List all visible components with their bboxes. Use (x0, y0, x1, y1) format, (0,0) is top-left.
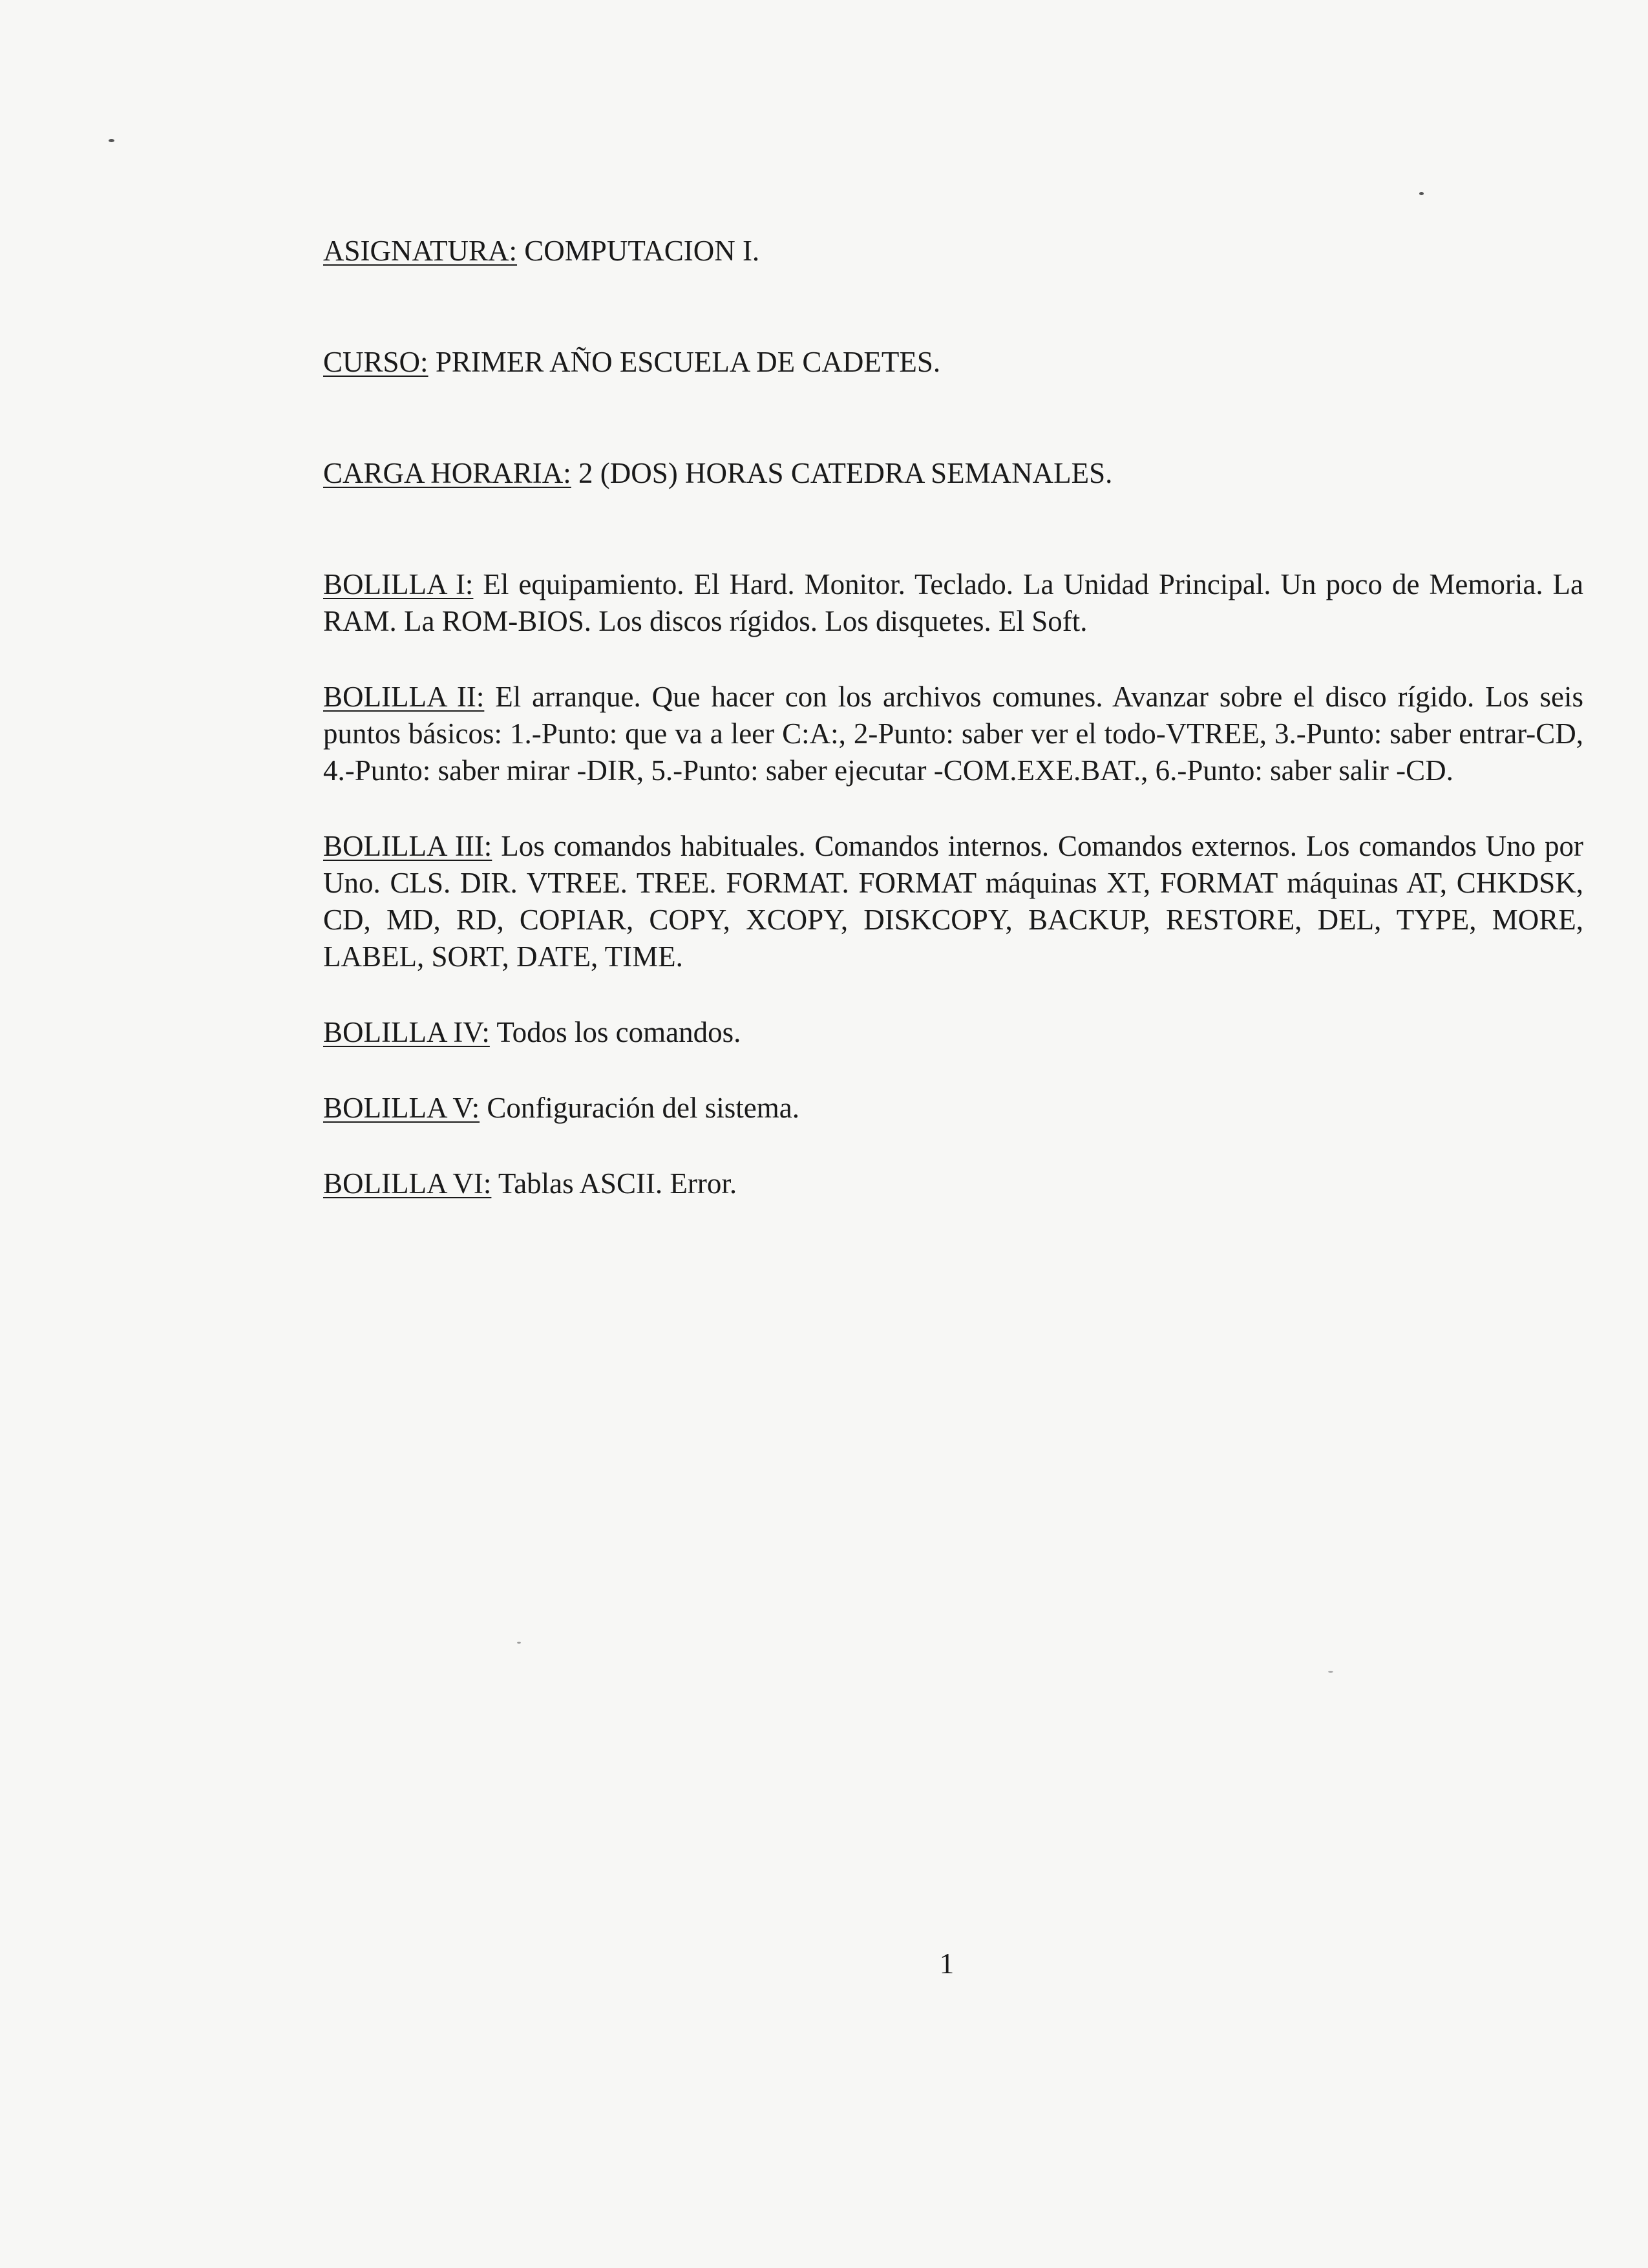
scan-speck (1328, 1671, 1333, 1673)
course-value: PRIMER AÑO ESCUELA DE CADETES. (435, 346, 941, 378)
subject-line (323, 233, 1583, 270)
unit-label: BOLILLA V: (323, 1092, 480, 1124)
unit-text: Todos los comandos. (496, 1016, 741, 1048)
unit-6 (323, 1165, 1583, 1202)
unit-text: Tablas ASCII. Error. (498, 1167, 737, 1200)
document-body (323, 233, 1583, 1241)
unit-2 (323, 679, 1583, 789)
page-number: 1 (939, 1947, 955, 1980)
hours-label: CARGA HORARIA: (323, 457, 571, 489)
unit-label: BOLILLA I: (323, 568, 474, 600)
unit-4 (323, 1014, 1583, 1051)
course-line (323, 344, 1583, 381)
hours-value: 2 (DOS) HORAS CATEDRA SEMANALES. (578, 457, 1113, 489)
scan-speck (517, 1642, 521, 1644)
hours-line (323, 455, 1583, 492)
unit-label: BOLILLA IV: (323, 1016, 490, 1048)
unit-label: BOLILLA II: (323, 681, 485, 713)
subject-value: COMPUTACION I. (524, 235, 760, 267)
unit-3 (323, 828, 1583, 975)
unit-text: El equipamiento. El Hard. Monitor. Teclado. La Unidad Principal. Un poco de Memoria. La RAM. La ROM-BIOS. Los discos rígidos. Los disquetes. El Soft. (323, 568, 1584, 637)
unit-label: BOLILLA VI: (323, 1167, 492, 1200)
subject-label: ASIGNATURA: (323, 235, 518, 267)
unit-text: Los comandos habituales. Comandos internos. Comandos externos. Los comandos Uno por Uno. CLS. DIR. VTREE. TREE. FORMAT. FORMAT máquinas XT, FORMAT máquinas AT, CHKDSK, CD, MD, RD, COPIAR, COPY, XCOPY, DISKCOPY, BACKUP, RESTORE, DEL, TYPE, MORE, LABEL, SORT, DATE, TIME. (323, 830, 1583, 973)
scan-speck (109, 139, 114, 142)
unit-text: Configuración del sistema. (487, 1092, 799, 1124)
unit-1 (323, 566, 1583, 640)
scan-speck (1419, 192, 1424, 195)
course-label: CURSO: (323, 346, 428, 378)
unit-label: BOLILLA III: (323, 830, 492, 862)
unit-text: El arranque. Que hacer con los archivos comunes. Avanzar sobre el disco rígido. Los seis puntos básicos: 1.-Punto: que va a leer C:A:, 2-Punto: saber ver el todo-VTREE, 3.-Punto: saber entrar-CD, 4.-Punto: saber mirar -DIR, 5.-Punto: saber ejecutar -COM.EXE.BAT., 6.-Punto: saber salir -CD. (323, 681, 1584, 787)
unit-5 (323, 1090, 1583, 1127)
